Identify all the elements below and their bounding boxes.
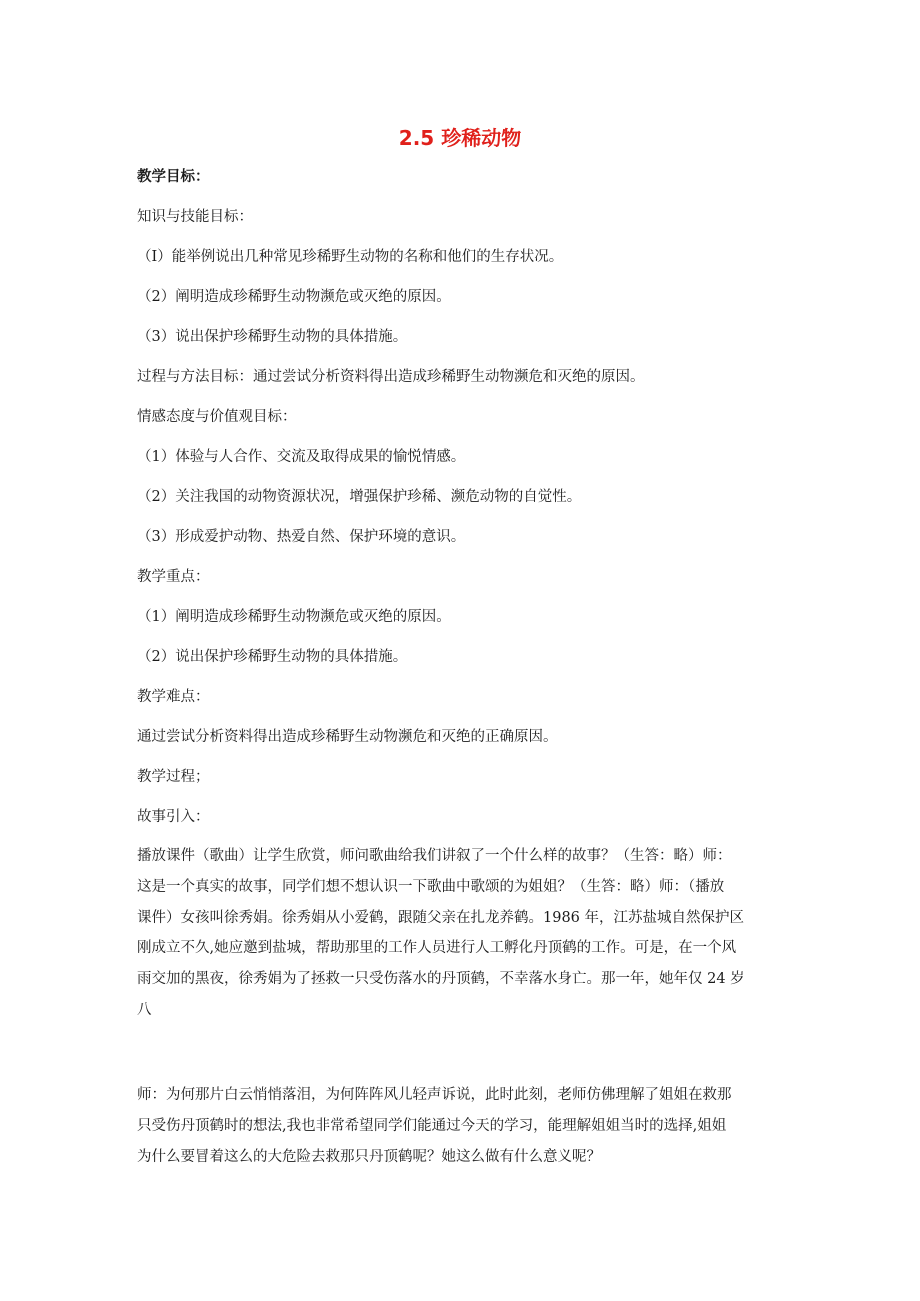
key-point-item-1: （1）阐明造成珍稀野生动物濒危或灭绝的原因。 [137, 609, 451, 625]
teacher-line: 师：为何那片白云悄悄落泪，为何阵阵风儿轻声诉说，此时此刻，老师仿佛理解了姐姐在救那 [137, 1087, 732, 1103]
difficulty-heading: 教学难点： [137, 689, 210, 705]
story-line: 刚成立不久,她应邀到盐城，帮助那里的工作人员进行人工孵化丹顶鹤的工作。可是，在一个风 [137, 940, 737, 957]
story-line: 这是一个真实的故事，同学们想不想认识一下歌曲中歌颂的为姐姐？（生答：略）师：（播放 [137, 878, 725, 895]
knowledge-heading: 知识与技能目标： [137, 209, 253, 225]
process-heading: 教学过程； [137, 769, 210, 785]
process-method-goal: 过程与方法目标：通过尝试分析资料得出造成珍稀野生动物濒危和灭绝的原因。 [137, 369, 645, 385]
emotion-item-3: （3）形成爱护动物、热爱自然、保护环境的意识。 [137, 529, 466, 545]
story-line: 课件）女孩叫徐秀娟。徐秀娟从小爱鹤，跟随父亲在扎龙养鹤。1986 年，江苏盐城自然保护区 [137, 909, 745, 926]
objectives-heading: 教学目标： [137, 168, 210, 185]
emotion-heading: 情感态度与价值观目标： [137, 409, 297, 425]
teacher-paragraph [137, 1080, 785, 1172]
knowledge-item-2: （2）阐明造成珍稀野生动物濒危或灭绝的原因。 [137, 289, 451, 305]
teacher-line: 为什么要冒着这么的大危险去救那只丹顶鹤呢？她这么做有什么意义呢？ [137, 1148, 601, 1165]
difficulty-text: 通过尝试分析资料得出造成珍稀野生动物濒危和灭绝的正确原因。 [137, 729, 558, 745]
key-points-heading: 教学重点： [137, 569, 210, 585]
intro-heading: 故事引入： [137, 809, 210, 825]
teacher-line: 只受伤丹顶鹤时的想法,我也非常希望同学们能通过今天的学习，能理解姐姐当时的选择,姐姐 [137, 1117, 727, 1134]
knowledge-item-3: （3）说出保护珍稀野生动物的具体措施。 [137, 329, 408, 345]
emotion-item-1: （1）体验与人合作、交流及取得成果的愉悦情感。 [137, 449, 466, 465]
story-paragraph [137, 841, 785, 1026]
story-line: 雨交加的黑夜，徐秀娟为了拯救一只受伤落水的丹顶鹤，不幸落水身亡。那一年，她年仅 24 岁 [137, 971, 745, 988]
story-line: 播放课件（歌曲）让学生欣赏，师问歌曲给我们讲叙了一个什么样的故事？（生答：略）师： [137, 848, 732, 864]
emotion-item-2: （2）关注我国的动物资源状况，增强保护珍稀、濒危动物的自觉性。 [137, 489, 582, 505]
story-line: 八 [137, 1001, 152, 1018]
page-title: 2.5 珍稀动物 [398, 126, 522, 150]
key-point-item-2: （2）说出保护珍稀野生动物的具体措施。 [137, 649, 408, 665]
knowledge-item-1: （I）能举例说出几种常见珍稀野生动物的名称和他们的生存状况。 [137, 249, 564, 265]
